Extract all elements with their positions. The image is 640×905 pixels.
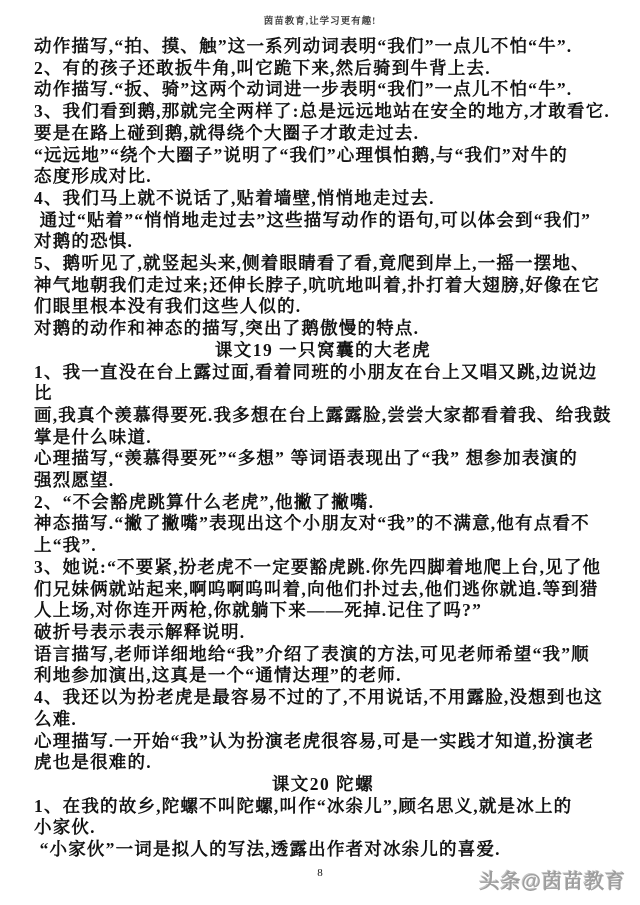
text-line: 们眼里根本没有我们这些人似的. xyxy=(34,296,302,317)
text-line: 破折号表示表示解释说明. xyxy=(34,621,246,642)
text-line: 2、有的孩子还敢扳牛角,叫它跪下来,然后骑到牛背上去. xyxy=(34,57,491,78)
text-line: 1、在我的故乡,陀螺不叫陀螺,叫作“冰尜儿”,顾名思义,就是冰上的 xyxy=(34,795,573,816)
text-line: “小家伙”一词是拟人的写法,透露出作者对冰尜儿的喜爱. xyxy=(34,839,501,860)
text-line: 对鹅的恐惧. xyxy=(34,231,134,252)
text-line: 么难. xyxy=(34,708,77,729)
text-line: 神态描写.“撇了撇嘴”表现出这个小朋友对“我”的不满意,他有点看不 xyxy=(34,513,590,534)
text-line: 上“我”. xyxy=(34,535,97,556)
text-line: 1、我一直没在台上露过面,看着同班的小朋友在台上又唱又跳,边说边比 xyxy=(34,361,598,404)
lesson-heading: 课文19 一只窝囊的大老虎 xyxy=(214,339,432,360)
text-line: 语言描写,老师详细地给“我”介绍了表演的方法,可见老师希望“我”顺 xyxy=(34,643,590,664)
text-line: 动作描写,“拍、摸、触”这一系列动词表明“我们”一点儿不怕“牛”. xyxy=(34,36,573,56)
text-line: 4、我们马上就不说话了,贴着墙壁,悄悄地走过去. xyxy=(34,187,435,208)
text-line: 5、鹅听见了,就竖起头来,侧着眼睛看了看,竟爬到岸上,一摇一摆地、 xyxy=(34,253,590,274)
text-line: 小家伙. xyxy=(34,817,96,838)
text-line: 3、她说:“不要紧,扮老虎不一定要豁虎跳.你先四脚着地爬上台,见了他 xyxy=(34,556,602,577)
text-line: 画,我真个羡慕得要死.我多想在台上露露脸,尝尝大家都看着我、给我鼓 xyxy=(34,404,612,425)
text-line: 神气地朝我们走过来;还伸长脖子,吭吭地叫着,扑打着大翅膀,好像在它 xyxy=(34,274,601,295)
text-line: 通过“贴着”“悄悄地走过去”这些描写动作的语句,可以体会到“我们” xyxy=(34,209,592,230)
document-body xyxy=(34,36,612,861)
text-line: “远远地”“绕个大圈子”说明了“我们”心理惧怕鹅,与“我们”对牛的 xyxy=(34,144,568,165)
text-line: 强烈愿望. xyxy=(34,470,115,491)
header-slogan: 茵苗教育,让学习更有趣! xyxy=(263,17,377,27)
text-line: 人上场,对你连开两枪,你就躺下来——死掉.记住了吗?” xyxy=(34,600,483,621)
text-line: 利地参加演出,这真是一个“通情达理”的老师. xyxy=(34,665,402,686)
text-line: 3、我们看到鹅,那就完全两样了:总是远远地站在安全的地方,才敢看它. xyxy=(34,101,611,122)
text-line: 对鹅的动作和神态的描写,突出了鹅傲慢的特点. xyxy=(34,318,420,339)
text-line: 们兄妹俩就站起来,啊呜啊呜叫着,向他们扑过去,他们逃你就追.等到猎 xyxy=(34,578,599,599)
text-line: 心理描写,“羡慕得要死”“多想” 等词语表现出了“我” 想参加表演的 xyxy=(34,448,578,469)
text-line: 掌是什么味道. xyxy=(34,426,152,447)
text-line: 要是在路上碰到鹅,就得绕个大圈子才敢走过去. xyxy=(34,122,420,143)
lesson-heading: 课文20 陀螺 xyxy=(271,773,375,794)
text-line: 心理描写.一开始“我”认为扮演老虎很容易,可是一实践才知道,扮演老 xyxy=(34,730,595,751)
text-line: 4、我还以为扮老虎是最容易不过的了,不用说话,不用露脸,没想到也这 xyxy=(34,687,603,708)
text-line: 2、“不会豁虎跳算什么老虎”,他撇了撇嘴. xyxy=(34,491,375,512)
text-line: 虎也是很难的. xyxy=(34,752,152,773)
text-line: 态度形成对比. xyxy=(34,166,152,187)
text-line: 动作描写.“扳、骑”这两个动词进一步表明“我们”一点儿不怕“牛”. xyxy=(34,79,573,100)
toutiao-watermark: 头条@茵苗教育 xyxy=(479,871,626,893)
page-number: 8 xyxy=(317,867,323,879)
